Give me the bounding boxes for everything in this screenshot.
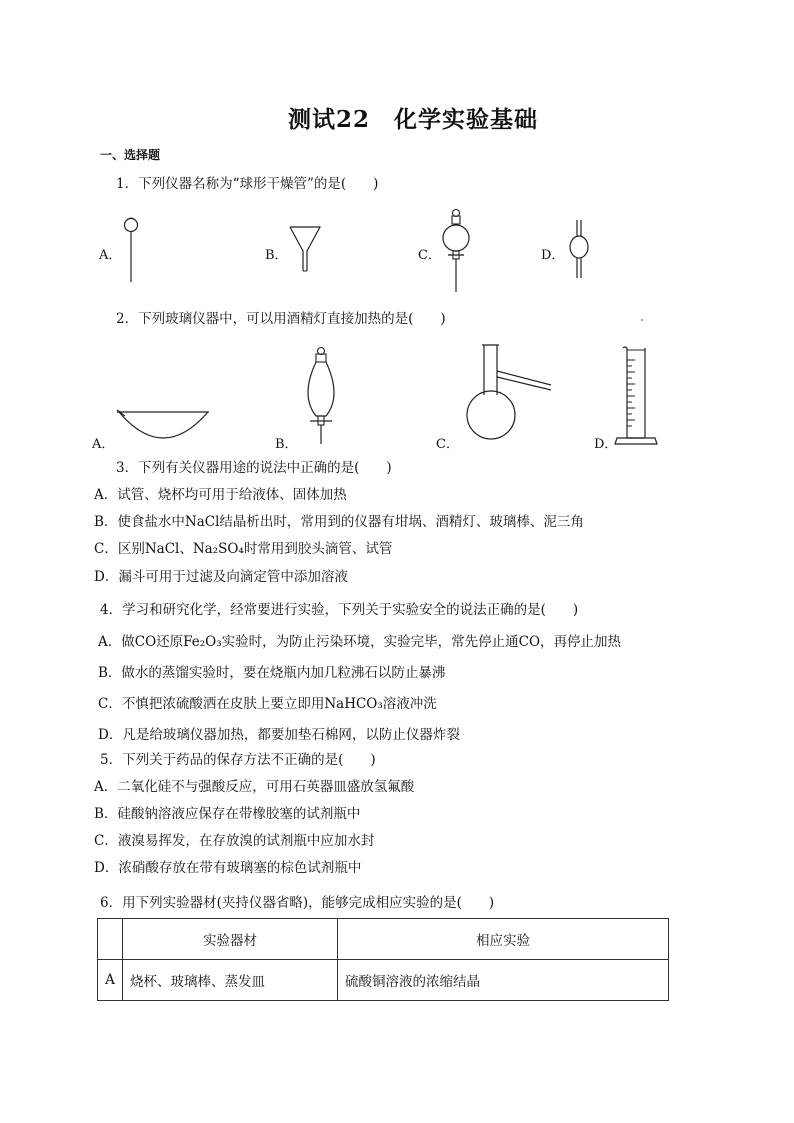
- table-header-row: [98, 919, 669, 960]
- q2-option-b-label: B．: [275, 437, 298, 452]
- q2-stem: 2．下列玻璃仪器中，可以用酒精灯直接加热的是( ): [116, 311, 446, 327]
- q5-stem: 5．下列关于药品的保存方法不正确的是( ): [100, 752, 376, 768]
- q2-option-a-label: A．: [92, 437, 115, 452]
- q6-table: [97, 918, 669, 1001]
- q2-option-a-evaporating-dish-icon: [115, 404, 213, 448]
- table-header-cell: 相应实验: [338, 919, 669, 960]
- q2-option-b-separatory-funnel-icon: [296, 346, 346, 446]
- q4-option-c: C．不慎把浓硫酸洒在皮肤上要立即用NaHCO₃溶液冲洗: [98, 696, 437, 712]
- q1-option-a-funnel-icon: [122, 212, 146, 286]
- q5-option-a: A．二氧化硅不与强酸反应，可用石英器皿盛放氢氟酸: [94, 779, 415, 795]
- q4-option-b: B．做水的蒸馏实验时，要在烧瓶内加几粒沸石以防止暴沸: [98, 665, 446, 681]
- q1-stem: 1．下列仪器名称为“球形干燥管”的是( ): [116, 176, 379, 192]
- q1-option-b-label: B．: [265, 248, 288, 263]
- table-header-cell: 实验器材: [123, 919, 338, 960]
- q1-option-d-label: D．: [541, 248, 565, 263]
- q2-option-d-graduated-cylinder-icon: [613, 344, 661, 446]
- q1-option-d-drying-tube-icon: [566, 218, 592, 280]
- q2-option-d-label: D．: [594, 437, 618, 452]
- table-cell: 硫酸铜溶液的浓缩结晶: [338, 960, 669, 1001]
- table-cell: 烧杯、玻璃棒、蒸发皿: [123, 960, 338, 1001]
- q1-option-a-label: A．: [99, 248, 122, 263]
- q4-option-d: D．凡是给玻璃仪器加热，都要加垫石棉网，以防止仪器炸裂: [98, 727, 460, 743]
- q5-option-d: D．浓硝酸存放在带有玻璃塞的棕色试剂瓶中: [94, 860, 362, 876]
- q3-stem: 3．下列有关仪器用途的说法中正确的是( ): [116, 460, 392, 476]
- q5-option-c: C．液溴易挥发，在存放溴的试剂瓶中应加水封: [94, 833, 375, 849]
- q2-option-c-distillation-flask-icon: [465, 343, 553, 443]
- q1-option-c-label: C．: [418, 248, 441, 263]
- table-row: [98, 960, 669, 1001]
- q3-option-a: A．试管、烧杯均可用于给液体、固体加热: [94, 487, 347, 503]
- stray-dot: [641, 319, 643, 321]
- q2-option-c-label: C．: [436, 437, 459, 452]
- section-heading: 一、选择题: [100, 148, 161, 162]
- q1-option-c-separatory-funnel-icon: [441, 208, 471, 294]
- q4-option-a: A．做CO还原Fe₂O₃实验时，为防止污染环境，实验完毕，常先停止通CO，再停止加热: [98, 634, 622, 650]
- q3-option-d: D．漏斗可用于过滤及向滴定管中添加溶液: [94, 569, 348, 585]
- page-title: 测试22 化学实验基础: [288, 106, 539, 133]
- q4-stem: 4．学习和研究化学，经常要进行实验，下列关于实验安全的说法正确的是( ): [100, 602, 579, 618]
- q3-option-c: C．区别NaCl、Na₂SO₄时常用到胶头滴管、试管: [94, 541, 393, 557]
- q6-stem: 6．用下列实验器材(夹持仪器省略)，能够完成相应实验的是( ): [100, 895, 495, 911]
- table-header-cell: [98, 919, 123, 960]
- q1-option-b-funnel-icon: [288, 225, 324, 275]
- table-cell: A: [98, 960, 123, 1001]
- q3-option-b: B．使食盐水中NaCl结晶析出时，常用到的仪器有坩埚、酒精灯、玻璃棒、泥三角: [94, 514, 584, 530]
- q5-option-b: B．硅酸钠溶液应保存在带橡胶塞的试剂瓶中: [94, 806, 361, 822]
